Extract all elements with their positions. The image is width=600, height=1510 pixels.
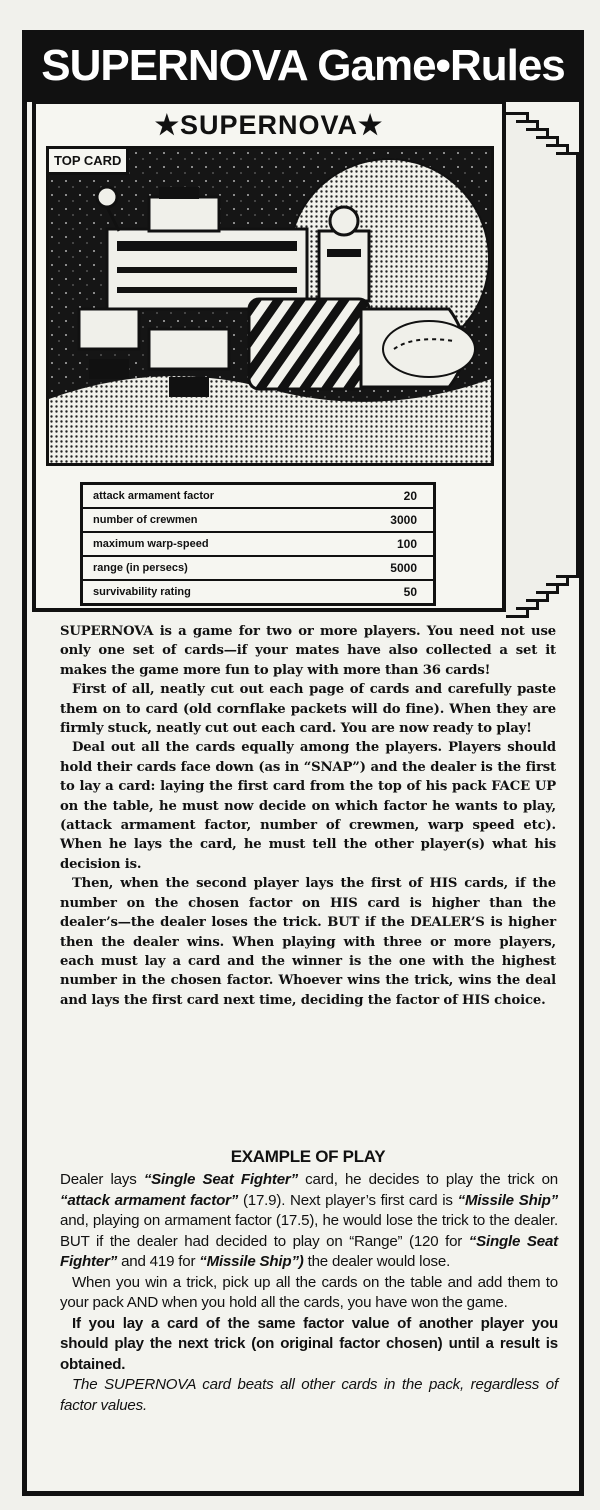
spaceship-illustration — [46, 146, 494, 466]
card-name: “Single Seat Fighter” — [143, 1171, 298, 1188]
top-card-label: TOP CARD — [49, 149, 129, 175]
stat-label: maximum warp-speed — [93, 538, 209, 550]
stat-row — [83, 509, 433, 533]
example-text-run: and 419 for — [117, 1253, 200, 1270]
stat-value: 20 — [403, 489, 417, 503]
top-card — [32, 100, 506, 612]
stat-label: attack armament factor — [93, 490, 215, 502]
stat-row — [83, 485, 433, 509]
example-text-run: the dealer would lose. — [303, 1253, 451, 1270]
page-title: SUPERNOVA Game•Rules — [22, 30, 584, 102]
rules-paragraph: Deal out all the cards equally among the players. Players should hold their cards face down (as in “SNAP”) and the dealer is the first to lay a card: laying the first card from the top of his pack FACE UP on the table, he must now decide on which factor he wants to play, (attack armament factor, number of crewmen, warp speed etc). When he lays the card, he must tell the other player(s) what his decision is. — [60, 740, 556, 872]
stat-value: 50 — [403, 585, 417, 599]
rules-paragraph: Then, when the second player lays the first of HIS cards, if the number on the chosen factor on HIS card is higher than the dealer’s—the dealer loses the trick. BUT if the DEALER’S is higher then the dealer wins. When playing with three or more players, each must lay a card and the winner is the one with the highest number in the chosen factor. Whoever wins the trick, wins the deal and lays the first card next time, deciding the factor of HIS choice. — [60, 876, 556, 1008]
example-text-run: Dealer lays — [60, 1171, 144, 1188]
example-heading: EXAMPLE OF PLAY — [230, 1147, 386, 1166]
stat-label: range (in persecs) — [93, 562, 188, 574]
card-name: “Missile Ship” — [457, 1191, 558, 1209]
stat-value: 100 — [396, 537, 417, 551]
example-paragraph: The SUPERNOVA card beats all other cards in the pack, regardless of factor values. — [60, 1376, 558, 1414]
rules-paragraph: SUPERNOVA is a game for two or more players. You need not use only one set of cards—if your mates have also collected a set it makes the game more fun to play with more than 36 cards! — [60, 624, 556, 678]
card-stack-edge — [556, 152, 579, 578]
spaceship-image — [49, 149, 491, 463]
stat-label: survivability rating — [93, 586, 191, 598]
card-title: ★SUPERNOVA★ — [154, 110, 384, 140]
stat-row — [83, 533, 433, 557]
factor-name: “attack armament factor” — [60, 1191, 239, 1209]
example-paragraph: When you win a trick, pick up all the cards on the table and add them to your pack AND when you hold all the cards, you have won the game. — [60, 1273, 558, 1311]
stat-value: 5000 — [390, 561, 417, 575]
rules-text — [60, 622, 556, 1010]
example-paragraph — [60, 1170, 558, 1273]
example-text-run: (17.9). Next player’s first card is — [238, 1191, 458, 1209]
example-text-run: and, playing on armament factor (17.5), he would lose the trick to the dealer. BUT if the dealer had decided to play on “Range” (120 for — [60, 1212, 558, 1250]
rules-paragraph: First of all, neatly cut out each page of cards and carefully paste them on to card (old cornflake packets will do fine). When they are firmly stuck, neatly cut out each card. You are now ready to play! — [60, 682, 556, 737]
stat-label: number of crewmen — [93, 514, 198, 526]
stats-table — [80, 482, 436, 606]
stat-row — [83, 557, 433, 581]
stat-row — [83, 581, 433, 603]
example-text-run: card, he decides to play the trick on — [297, 1171, 558, 1188]
card-name: “Missile Ship”) — [199, 1253, 304, 1270]
stat-value: 3000 — [390, 513, 417, 527]
example-paragraph: If you lay a card of the same factor value of another player you should play the next trick (on original factor chosen) until a result is obtained. — [60, 1314, 558, 1373]
card-name: “Single Seat Fighter” — [60, 1232, 558, 1270]
example-text — [60, 1170, 558, 1416]
